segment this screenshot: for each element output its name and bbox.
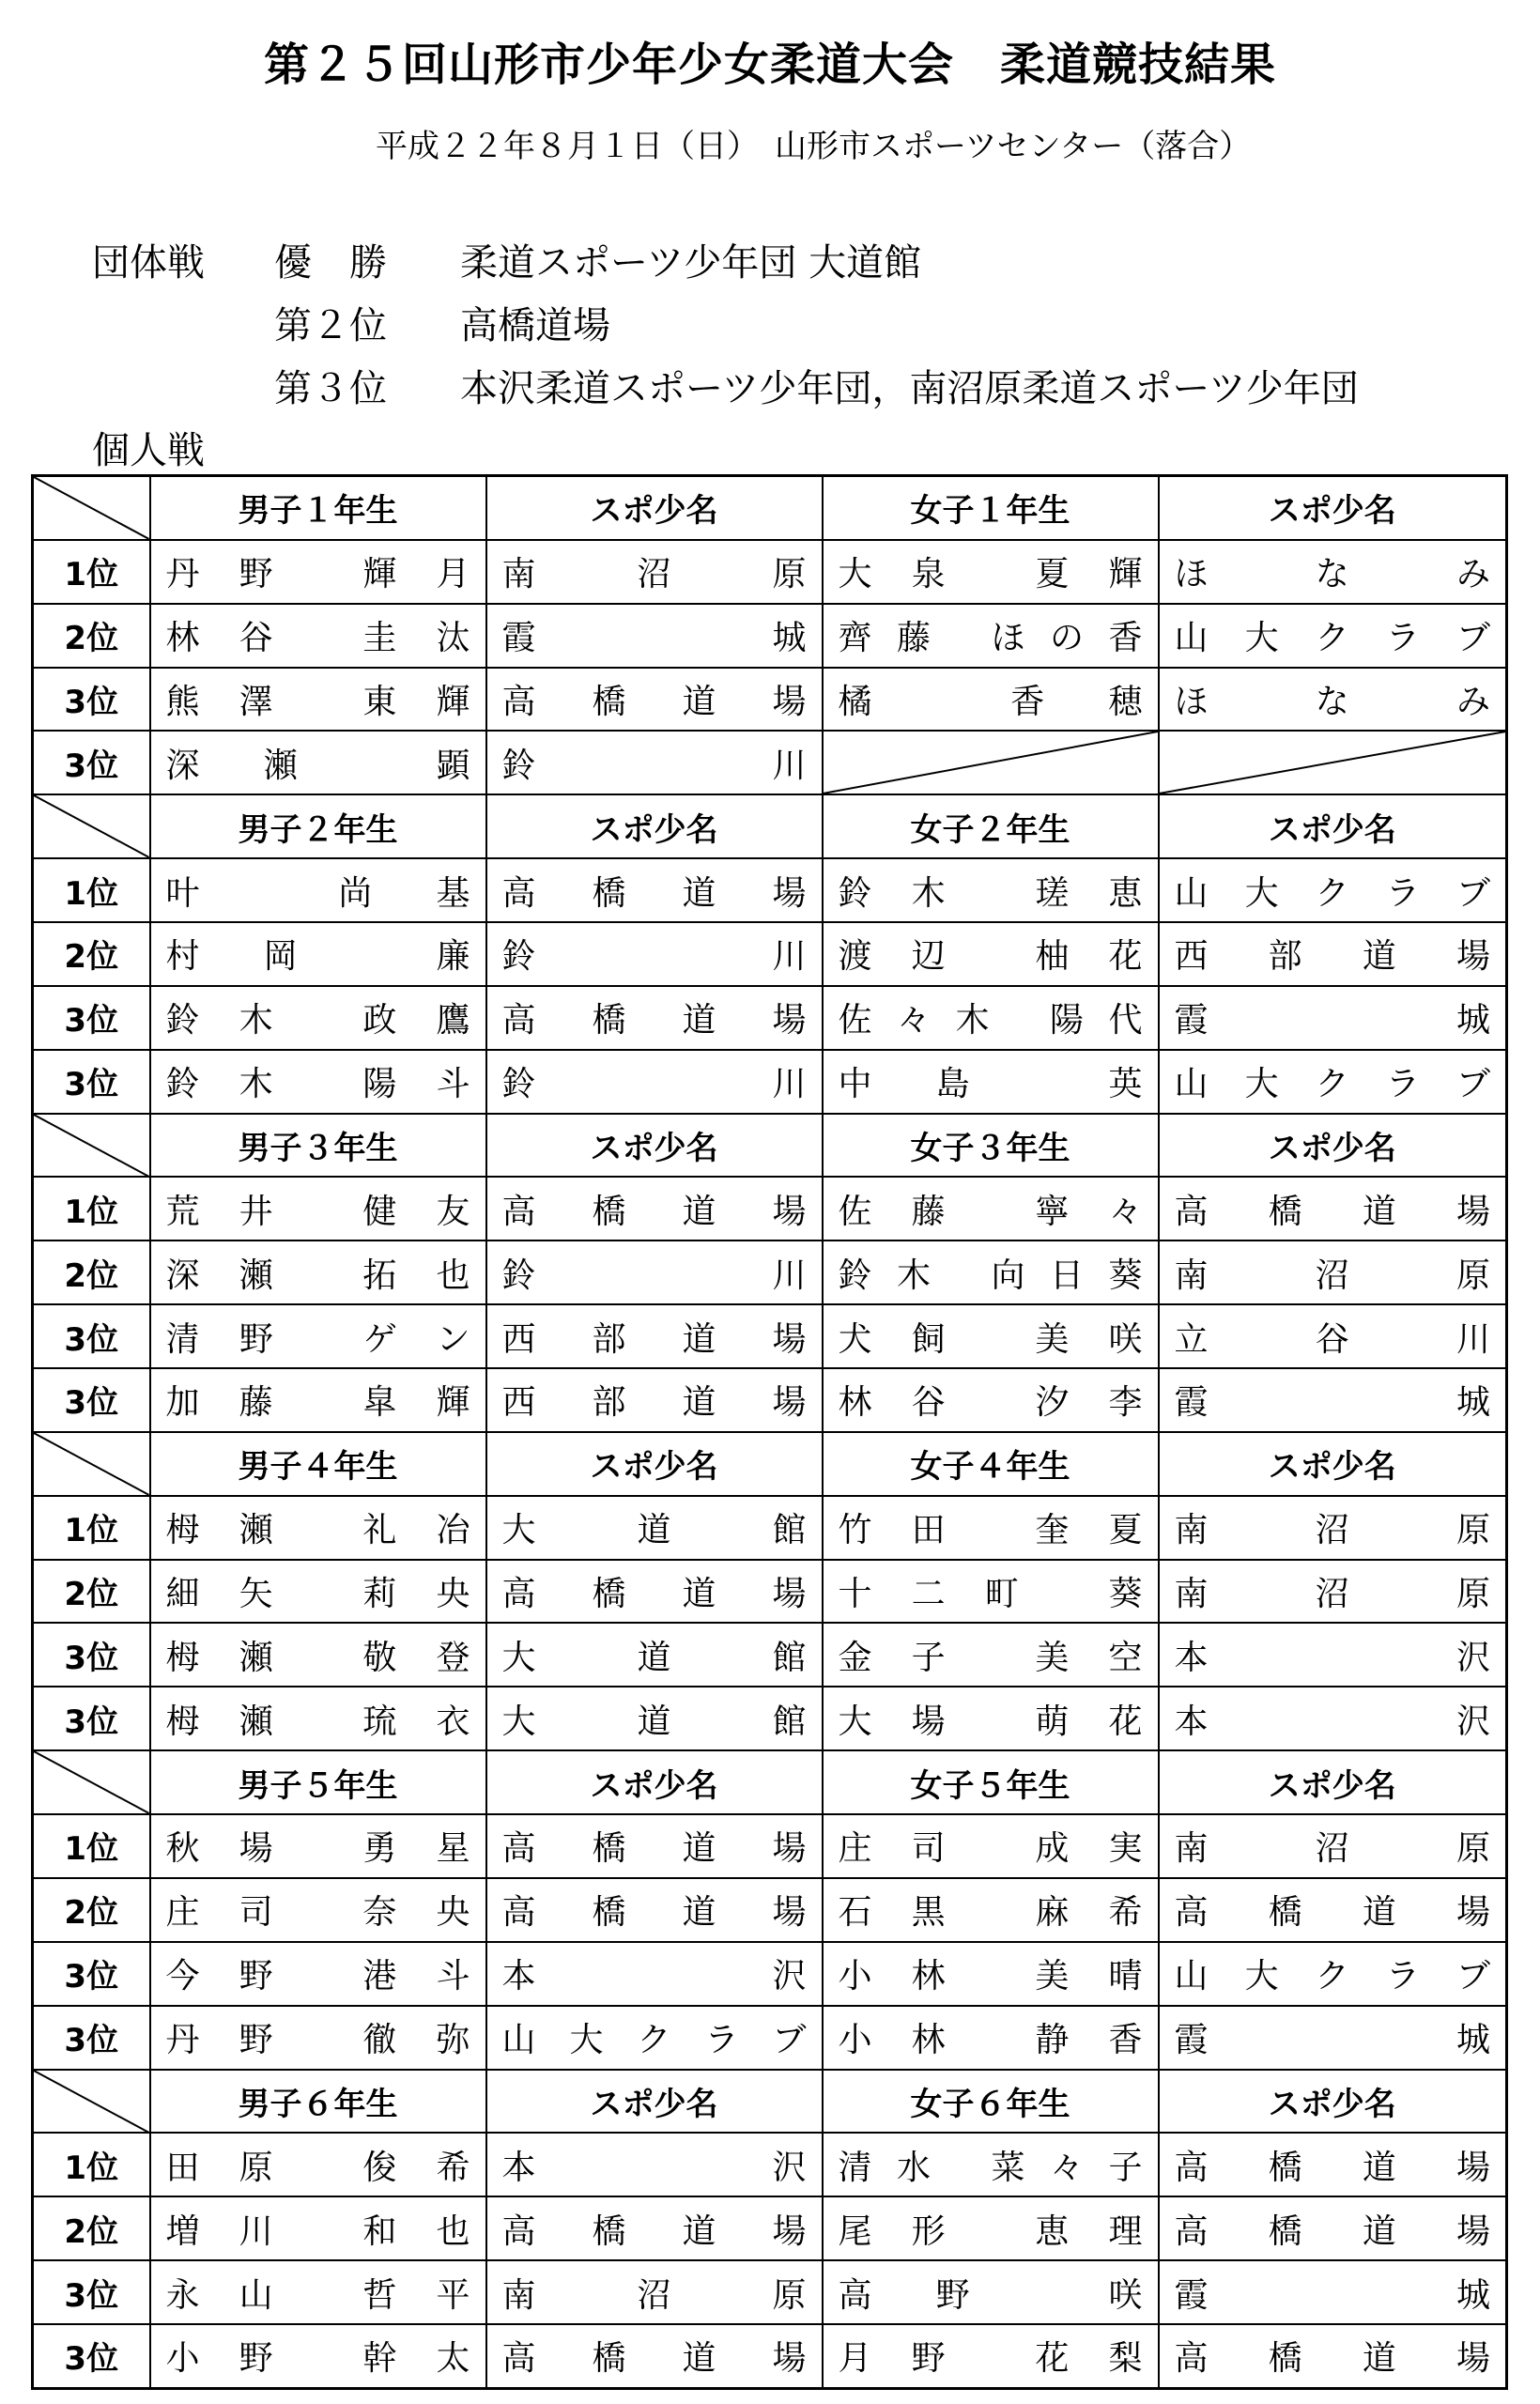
result-row	[33, 540, 1507, 604]
boys-grade-header: 男子５年生	[150, 1750, 486, 1814]
result-row	[33, 1878, 1507, 1942]
boy-club-cell: 本沢	[486, 1942, 823, 2006]
girl-club-cell: 高橋道場	[1159, 2324, 1507, 2389]
rank-cell: 3位	[33, 2324, 150, 2389]
rank-cell: 1位	[33, 540, 150, 604]
girl-name-cell: 金子 美空	[823, 1623, 1159, 1687]
boy-name-cell: 永山 哲平	[150, 2260, 486, 2324]
boy-name-cell: 栂瀬 礼冶	[150, 1496, 486, 1560]
girls-club-header: スポ少名	[1159, 476, 1507, 540]
girl-club-cell: 霞城	[1159, 1368, 1507, 1432]
girls-club-header: スポ少名	[1159, 1432, 1507, 1496]
result-row	[33, 2260, 1507, 2324]
result-row	[33, 1623, 1507, 1687]
boy-club-cell: 鈴川	[486, 1241, 823, 1304]
rank-cell: 2位	[33, 1241, 150, 1304]
girl-club-cell: 高橋道場	[1159, 1177, 1507, 1241]
rank-cell: 2位	[33, 1560, 150, 1624]
boy-name-cell: 村岡 廉	[150, 922, 486, 986]
results-table	[31, 474, 1508, 2390]
rank-cell: 3位	[33, 1368, 150, 1432]
result-row	[33, 1241, 1507, 1304]
boy-club-cell: 高橋道場	[486, 668, 823, 732]
girl-club-cell: 高橋道場	[1159, 2133, 1507, 2196]
boy-name-cell: 丹野 徹弥	[150, 2006, 486, 2070]
girl-name-cell: 尾形 恵理	[823, 2196, 1159, 2260]
rank-cell: 2位	[33, 922, 150, 986]
team-event-label: 団体戦	[92, 241, 205, 285]
boy-club-cell: 鈴川	[486, 731, 823, 794]
rank-cell: 3位	[33, 1942, 150, 2006]
section-header-row	[33, 2070, 1507, 2134]
event-date-venue: 平成２２年８月１日（日） 山形市スポーツセンター（落合）	[376, 128, 1252, 165]
boy-club-cell: 高橋道場	[486, 2196, 823, 2260]
rank-cell: 3位	[33, 668, 150, 732]
girl-name-cell: 庄司 成実	[823, 1814, 1159, 1878]
girl-club-cell: 霞城	[1159, 2260, 1507, 2324]
rank-cell: 1位	[33, 1814, 150, 1878]
girls-club-header: スポ少名	[1159, 794, 1507, 858]
rank-cell: 2位	[33, 1878, 150, 1942]
boys-club-header: スポ少名	[486, 2070, 823, 2134]
boy-name-cell: 田原 俊希	[150, 2133, 486, 2196]
girl-name-empty-cell	[823, 731, 1159, 794]
boy-name-cell: 小野 幹太	[150, 2324, 486, 2389]
result-row	[33, 1560, 1507, 1624]
girls-grade-header: 女子３年生	[823, 1114, 1159, 1178]
boy-club-cell: 高橋道場	[486, 1560, 823, 1624]
result-row	[33, 1496, 1507, 1560]
result-row	[33, 604, 1507, 668]
rank-cell: 1位	[33, 2133, 150, 2196]
result-row	[33, 1304, 1507, 1368]
boys-club-header: スポ少名	[486, 1114, 823, 1178]
girls-grade-header: 女子６年生	[823, 2070, 1159, 2134]
boy-name-cell: 栂瀬 敬登	[150, 1623, 486, 1687]
girl-name-cell: 鈴木 瑳恵	[823, 858, 1159, 922]
girl-club-cell: 南沼原	[1159, 1496, 1507, 1560]
result-row	[33, 922, 1507, 986]
girls-club-header: スポ少名	[1159, 1750, 1507, 1814]
boy-club-cell: 鈴川	[486, 1050, 823, 1114]
boys-club-header: スポ少名	[486, 476, 823, 540]
section-header-row	[33, 1432, 1507, 1496]
girl-club-cell: ほなみ	[1159, 668, 1507, 732]
diagonal-slash	[824, 732, 1158, 794]
team-name-3: 本沢柔道スポーツ少年団，南沼原柔道スポーツ少年団	[460, 367, 1359, 410]
boy-name-cell: 加藤 皐輝	[150, 1368, 486, 1432]
girl-club-cell: 高橋道場	[1159, 1878, 1507, 1942]
boy-name-cell: 深瀬 顕	[150, 731, 486, 794]
girl-name-cell: 大場 萌花	[823, 1687, 1159, 1750]
girl-club-cell: 南沼原	[1159, 1814, 1507, 1878]
individual-event-label: 個人戦	[92, 429, 205, 472]
girl-name-cell: 渡辺 柚花	[823, 922, 1159, 986]
girl-name-cell: 犬飼 美咲	[823, 1304, 1159, 1368]
girl-name-cell: 小林 美晴	[823, 1942, 1159, 2006]
boys-club-header: スポ少名	[486, 1432, 823, 1496]
result-row	[33, 1814, 1507, 1878]
girls-club-header: スポ少名	[1159, 2070, 1507, 2134]
boy-name-cell: 林谷 圭汰	[150, 604, 486, 668]
result-row	[33, 2324, 1507, 2389]
corner-diagonal-cell	[33, 794, 150, 858]
girl-name-cell: 佐藤 寧々	[823, 1177, 1159, 1241]
boy-name-cell: 鈴木 陽斗	[150, 1050, 486, 1114]
boy-club-cell: 大道館	[486, 1623, 823, 1687]
boy-club-cell: 大道館	[486, 1496, 823, 1560]
boy-name-cell: 増川 和也	[150, 2196, 486, 2260]
boy-name-cell: 丹野 輝月	[150, 540, 486, 604]
boy-name-cell: 荒井 健友	[150, 1177, 486, 1241]
girl-club-cell: 霞城	[1159, 2006, 1507, 2070]
boy-club-cell: 南沼原	[486, 2260, 823, 2324]
corner-diagonal-cell	[33, 1432, 150, 1496]
boy-club-cell: 高橋道場	[486, 1814, 823, 1878]
boy-name-cell: 清野 ゲン	[150, 1304, 486, 1368]
result-row	[33, 731, 1507, 794]
girls-grade-header: 女子４年生	[823, 1432, 1159, 1496]
rank-cell: 3位	[33, 1050, 150, 1114]
girl-name-cell: 大泉 夏輝	[823, 540, 1159, 604]
section-header-row	[33, 794, 1507, 858]
boy-name-cell: 叶 尚基	[150, 858, 486, 922]
corner-diagonal-cell	[33, 476, 150, 540]
result-row	[33, 2133, 1507, 2196]
girl-name-cell: 清水 菜々子	[823, 2133, 1159, 2196]
girl-club-cell: 山大クラブ	[1159, 1942, 1507, 2006]
girl-club-cell: ほなみ	[1159, 540, 1507, 604]
girl-name-cell: 竹田 奎夏	[823, 1496, 1159, 1560]
boy-club-cell: 霞城	[486, 604, 823, 668]
result-row	[33, 986, 1507, 1050]
girl-club-cell: 本沢	[1159, 1623, 1507, 1687]
boy-name-cell: 今野 港斗	[150, 1942, 486, 2006]
boy-name-cell: 鈴木 政鷹	[150, 986, 486, 1050]
boy-club-cell: 西部道場	[486, 1368, 823, 1432]
section-header-row	[33, 476, 1507, 540]
girl-club-cell: 高橋道場	[1159, 2196, 1507, 2260]
girl-club-cell: 山大クラブ	[1159, 858, 1507, 922]
diagonal-slash	[34, 795, 149, 857]
result-row	[33, 2006, 1507, 2070]
rank-cell: 2位	[33, 604, 150, 668]
rank-cell: 3位	[33, 2260, 150, 2324]
boy-club-cell: 南沼原	[486, 540, 823, 604]
boy-club-cell: 高橋道場	[486, 986, 823, 1050]
girl-club-cell: 南沼原	[1159, 1241, 1507, 1304]
girl-club-cell: 立谷川	[1159, 1304, 1507, 1368]
result-row	[33, 858, 1507, 922]
girl-name-cell: 高野 咲	[823, 2260, 1159, 2324]
boy-club-cell: 高橋道場	[486, 2324, 823, 2389]
rank-cell: 1位	[33, 1496, 150, 1560]
girl-name-cell: 佐々木 陽代	[823, 986, 1159, 1050]
girl-name-cell: 鈴木 向日葵	[823, 1241, 1159, 1304]
diagonal-slash	[34, 1115, 149, 1177]
result-row	[33, 1687, 1507, 1750]
diagonal-slash	[1160, 732, 1506, 794]
diagonal-slash	[34, 477, 149, 539]
result-row	[33, 668, 1507, 732]
boys-grade-header: 男子３年生	[150, 1114, 486, 1178]
boy-club-cell: 西部道場	[486, 1304, 823, 1368]
rank-cell: 2位	[33, 2196, 150, 2260]
rank-cell: 1位	[33, 1177, 150, 1241]
boy-club-cell: 本沢	[486, 2133, 823, 2196]
boys-club-header: スポ少名	[486, 794, 823, 858]
boy-name-cell: 庄司 奈央	[150, 1878, 486, 1942]
team-rank-1: 優 勝	[274, 241, 387, 285]
rank-cell: 3位	[33, 986, 150, 1050]
rank-cell: 3位	[33, 731, 150, 794]
girls-grade-header: 女子１年生	[823, 476, 1159, 540]
corner-diagonal-cell	[33, 1750, 150, 1814]
rank-cell: 3位	[33, 2006, 150, 2070]
boy-club-cell: 高橋道場	[486, 1878, 823, 1942]
boys-grade-header: 男子２年生	[150, 794, 486, 858]
girl-club-cell: 本沢	[1159, 1687, 1507, 1750]
result-row	[33, 1368, 1507, 1432]
diagonal-slash	[34, 1751, 149, 1813]
girl-name-cell: 月野 花梨	[823, 2324, 1159, 2389]
rank-cell: 1位	[33, 858, 150, 922]
boys-club-header: スポ少名	[486, 1750, 823, 1814]
page-title: 第２５回山形市少年少女柔道大会 柔道競技結果	[263, 39, 1276, 91]
team-name-2: 高橋道場	[460, 304, 610, 347]
corner-diagonal-cell	[33, 1114, 150, 1178]
girl-name-cell: 小林 静香	[823, 2006, 1159, 2070]
girl-club-cell: 山大クラブ	[1159, 1050, 1507, 1114]
boy-name-cell: 深瀬 拓也	[150, 1241, 486, 1304]
diagonal-slash	[34, 2071, 149, 2133]
section-header-row	[33, 1750, 1507, 1814]
girl-name-cell: 齊藤 ほの香	[823, 604, 1159, 668]
girls-grade-header: 女子２年生	[823, 794, 1159, 858]
boy-club-cell: 山大クラブ	[486, 2006, 823, 2070]
girls-grade-header: 女子５年生	[823, 1750, 1159, 1814]
rank-cell: 3位	[33, 1687, 150, 1750]
result-row	[33, 2196, 1507, 2260]
boy-name-cell: 栂瀬 琉衣	[150, 1687, 486, 1750]
result-row	[33, 1942, 1507, 2006]
rank-cell: 3位	[33, 1623, 150, 1687]
girl-club-cell: 霞城	[1159, 986, 1507, 1050]
girl-club-cell: 山大クラブ	[1159, 604, 1507, 668]
boys-grade-header: 男子１年生	[150, 476, 486, 540]
result-row	[33, 1177, 1507, 1241]
rank-cell: 3位	[33, 1304, 150, 1368]
diagonal-slash	[34, 1433, 149, 1495]
boy-name-cell: 熊澤 東輝	[150, 668, 486, 732]
boys-grade-header: 男子６年生	[150, 2070, 486, 2134]
boys-grade-header: 男子４年生	[150, 1432, 486, 1496]
boy-name-cell: 細矢 莉央	[150, 1560, 486, 1624]
boy-club-cell: 大道館	[486, 1687, 823, 1750]
boy-name-cell: 秋場 勇星	[150, 1814, 486, 1878]
corner-diagonal-cell	[33, 2070, 150, 2134]
girl-name-cell: 林谷 汐李	[823, 1368, 1159, 1432]
boy-club-cell: 鈴川	[486, 922, 823, 986]
girl-name-cell: 橘 香穂	[823, 668, 1159, 732]
team-name-1: 柔道スポーツ少年団 大道館	[460, 241, 922, 285]
boy-club-cell: 高橋道場	[486, 1177, 823, 1241]
girl-name-cell: 十二町 葵	[823, 1560, 1159, 1624]
girls-club-header: スポ少名	[1159, 1114, 1507, 1178]
boy-club-cell: 高橋道場	[486, 858, 823, 922]
girl-name-cell: 中島 英	[823, 1050, 1159, 1114]
girl-name-cell: 石黒 麻希	[823, 1878, 1159, 1942]
girl-club-cell: 南沼原	[1159, 1560, 1507, 1624]
result-row	[33, 1050, 1507, 1114]
team-rank-3: 第３位	[274, 367, 387, 410]
girl-club-cell: 西部道場	[1159, 922, 1507, 986]
girl-club-empty-cell	[1159, 731, 1507, 794]
team-rank-2: 第２位	[274, 304, 387, 347]
section-header-row	[33, 1114, 1507, 1178]
